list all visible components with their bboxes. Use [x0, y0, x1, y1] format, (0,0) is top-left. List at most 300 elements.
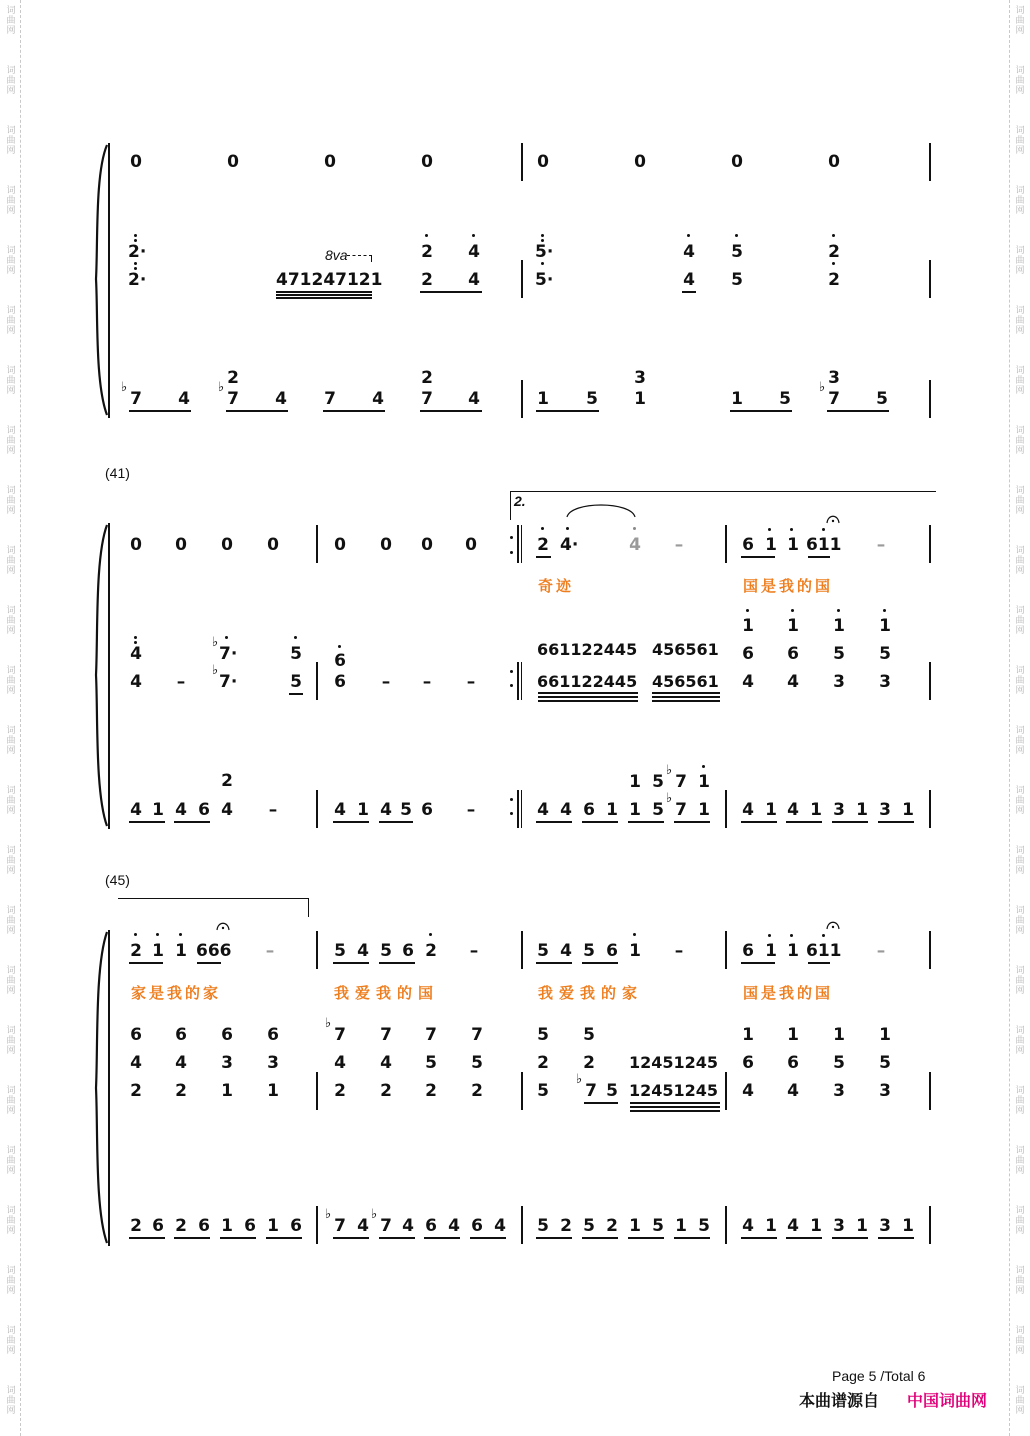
beam-underline: [420, 291, 482, 293]
jianpu-note: –: [268, 800, 278, 820]
jianpu-note: 4: [787, 1216, 799, 1236]
beam-underline: [536, 556, 551, 558]
jianpu-note: 456561: [652, 672, 719, 691]
jianpu-note: 2: [421, 368, 433, 388]
jianpu-note: 6: [244, 1216, 256, 1236]
jianpu-note: 6: [334, 672, 346, 692]
beam-underline: [582, 1237, 618, 1239]
watermark-text: 词 曲 网: [6, 546, 16, 576]
octave-dot: [338, 645, 341, 648]
flat-accidental: ♭: [325, 1207, 332, 1222]
jianpu-note: 5·: [535, 242, 554, 262]
watermark-text: 词 曲 网: [1015, 666, 1025, 696]
jianpu-note: 4: [130, 644, 142, 664]
jianpu-note: 4: [683, 242, 695, 262]
watermark-text: 词 曲 网: [6, 1086, 16, 1116]
jianpu-note: 5: [583, 1216, 595, 1236]
barline: [725, 1072, 727, 1110]
beam-underline: [582, 962, 618, 964]
beam-underline: [538, 696, 638, 698]
jianpu-note: 1: [634, 389, 646, 409]
barline: [521, 931, 523, 969]
jianpu-note: 5: [583, 941, 595, 961]
jianpu-note: 6: [198, 800, 210, 820]
octave-dot: [472, 234, 475, 237]
watermark-text: 词 曲 网: [1015, 606, 1025, 636]
beam-underline: [333, 821, 369, 823]
jianpu-note: 3: [879, 1081, 891, 1101]
beam-underline: [730, 410, 792, 412]
jianpu-note: 2: [175, 1216, 187, 1236]
jianpu-note: 4: [380, 800, 392, 820]
jianpu-note: 1: [765, 535, 777, 555]
jianpu-note: 7: [828, 389, 840, 409]
octave-dot: [134, 239, 137, 242]
octave-dot: [566, 527, 569, 530]
watermark-text: 词 曲 网: [6, 726, 16, 756]
jianpu-note: 0: [634, 152, 646, 172]
jianpu-note: 4: [130, 1053, 142, 1073]
lyric-line: 家是我的家: [131, 984, 222, 1002]
beam-underline: [174, 821, 210, 823]
jianpu-note: 5: [380, 941, 392, 961]
beam-underline: [536, 410, 599, 412]
octave-dot: [832, 262, 835, 265]
jianpu-note: 4: [357, 941, 369, 961]
beam-underline: [538, 700, 638, 702]
jianpu-note: 2: [130, 1216, 142, 1236]
jianpu-note: 1: [267, 1081, 279, 1101]
octave-dot: [822, 528, 825, 531]
jianpu-note: 7: [334, 1025, 346, 1045]
jianpu-note: 3: [879, 800, 891, 820]
jianpu-note: 1: [742, 616, 754, 636]
barline: [316, 931, 318, 969]
jianpu-note: 4: [178, 389, 190, 409]
octave-dot: [510, 684, 513, 687]
octave-dot: [735, 234, 738, 237]
jianpu-note: 4·: [560, 535, 579, 555]
jianpu-note: 6: [742, 535, 754, 555]
jianpu-note: 2: [828, 270, 840, 290]
jianpu-note: 6: [606, 941, 618, 961]
jianpu-note: 6: [198, 1216, 210, 1236]
barline: [316, 662, 318, 700]
watermark-text: 词 曲 网: [6, 486, 16, 516]
beam-underline: [226, 410, 288, 412]
jianpu-note: 1: [765, 941, 777, 961]
jianpu-note: 6: [290, 1216, 302, 1236]
barline: [725, 525, 727, 563]
jianpu-note: –: [422, 672, 432, 692]
flat-accidental: ♭: [666, 763, 673, 778]
jianpu-note: –: [466, 672, 476, 692]
octave-dot: [790, 528, 793, 531]
jianpu-note: 7: [675, 772, 687, 792]
jianpu-note: 2·: [128, 242, 147, 262]
beam-underline: [379, 962, 415, 964]
jianpu-note: 4: [787, 1081, 799, 1101]
watermark-text: 词 曲 网: [6, 786, 16, 816]
measure-number: (41): [105, 465, 130, 481]
jianpu-note: 0: [828, 152, 840, 172]
beam-underline: [827, 410, 889, 412]
octave-dot: [837, 609, 840, 612]
jianpu-note: 7·: [219, 644, 238, 664]
jianpu-note: 0: [537, 152, 549, 172]
jianpu-note: 5: [537, 1081, 549, 1101]
jianpu-note: 6: [421, 800, 433, 820]
jianpu-note: 2·: [128, 270, 147, 290]
watermark-text: 词 曲 网: [1015, 846, 1025, 876]
beam-underline: [379, 821, 413, 823]
flat-accidental: ♭: [819, 380, 826, 395]
watermark-text: 词 曲 网: [1015, 486, 1025, 516]
beam-underline: [129, 962, 163, 964]
watermark-text: 词 曲 网: [1015, 126, 1025, 156]
volta-end-bracket: [118, 898, 309, 917]
jianpu-note: 0: [130, 152, 142, 172]
barline: [929, 1072, 931, 1110]
jianpu-note: 611: [806, 535, 842, 555]
octave-dot: [134, 933, 137, 936]
jianpu-note: 0: [421, 152, 433, 172]
jianpu-note: 5: [583, 1025, 595, 1045]
jianpu-note: 7: [130, 389, 142, 409]
jianpu-note: 5: [290, 644, 302, 664]
jianpu-note: 7: [380, 1216, 392, 1236]
jianpu-note: 4: [468, 389, 480, 409]
jianpu-note: 7·: [219, 672, 238, 692]
octave-dot: [156, 933, 159, 936]
jianpu-note: 7: [227, 389, 239, 409]
jianpu-note: 2: [828, 242, 840, 262]
jianpu-note: 2: [175, 1081, 187, 1101]
jianpu-note: 2: [130, 941, 142, 961]
beam-underline: [786, 1237, 822, 1239]
system-start-barline: [108, 523, 110, 829]
beam-underline: [276, 297, 372, 299]
octave-dot: [633, 527, 636, 530]
watermark-text: 词 曲 网: [6, 1146, 16, 1176]
octave-dot: [541, 239, 544, 242]
jianpu-note: 3: [221, 1053, 233, 1073]
watermark-text: 词 曲 网: [1015, 186, 1025, 216]
jianpu-note: 1: [810, 1216, 822, 1236]
watermark-text: 词 曲 网: [6, 1266, 16, 1296]
beam-underline: [470, 1237, 506, 1239]
jianpu-note: 0: [334, 535, 346, 555]
jianpu-note: 7: [425, 1025, 437, 1045]
octave-dot: [883, 609, 886, 612]
jianpu-note: 3: [833, 800, 845, 820]
octave-dot: [822, 934, 825, 937]
jianpu-note: 1: [833, 1025, 845, 1045]
jianpu-note: 6: [152, 1216, 164, 1236]
jianpu-note: 1: [267, 1216, 279, 1236]
jianpu-note: 4: [683, 270, 695, 290]
beam-underline: [276, 291, 372, 293]
watermark-text: 词 曲 网: [6, 1026, 16, 1056]
octave-dot: [510, 551, 513, 554]
jianpu-note: 2: [606, 1216, 618, 1236]
jianpu-note: –: [176, 672, 186, 692]
lyric-line: 国是我的国: [743, 984, 834, 1002]
jianpu-note: 0: [221, 535, 233, 555]
repeat-barline: [517, 790, 519, 828]
beam-underline: [808, 556, 830, 558]
beam-underline: [129, 410, 191, 412]
octave-dot: [134, 641, 137, 644]
barline: [316, 525, 318, 563]
watermark-text: 词 曲 网: [6, 6, 16, 36]
octave-dot: [134, 234, 137, 237]
jianpu-note: 6: [130, 1025, 142, 1045]
jianpu-note: 5: [537, 1216, 549, 1236]
octave-dot: [832, 234, 835, 237]
jianpu-note: 2: [227, 368, 239, 388]
flat-accidental: ♭: [666, 791, 673, 806]
jianpu-note: 6: [221, 1025, 233, 1045]
watermark-text: 词 曲 网: [1015, 546, 1025, 576]
jianpu-note: 7: [471, 1025, 483, 1045]
beam-underline: [628, 821, 664, 823]
jianpu-note: 5: [879, 1053, 891, 1073]
octave-dot: [134, 262, 137, 265]
jianpu-note: 4: [629, 535, 641, 555]
jianpu-note: 6: [787, 1053, 799, 1073]
jianpu-note: 4: [402, 1216, 414, 1236]
watermark-text: 词 曲 网: [6, 66, 16, 96]
beam-underline: [538, 692, 638, 694]
jianpu-note: 1: [629, 772, 641, 792]
jianpu-note: 5: [731, 242, 743, 262]
watermark-text: 词 曲 网: [1015, 786, 1025, 816]
jianpu-note: 12451245: [629, 1053, 719, 1072]
jianpu-note: 5: [652, 1216, 664, 1236]
jianpu-note: 3: [267, 1053, 279, 1073]
jianpu-note: 5: [400, 800, 412, 820]
jianpu-note: 471247121: [276, 270, 383, 290]
jianpu-note: 1: [879, 1025, 891, 1045]
beam-underline: [741, 962, 775, 964]
beam-underline: [786, 821, 822, 823]
jianpu-note: 4: [742, 1216, 754, 1236]
jianpu-note: 1: [629, 941, 641, 961]
jianpu-note: 2: [380, 1081, 392, 1101]
beam-underline: [276, 294, 372, 296]
jianpu-note: 5: [471, 1053, 483, 1073]
beam-underline: [832, 1237, 868, 1239]
beam-underline: [741, 1237, 777, 1239]
watermark-text: 词 曲 网: [1015, 306, 1025, 336]
barline: [521, 143, 523, 181]
jianpu-note: 0: [267, 535, 279, 555]
barline: [316, 790, 318, 828]
watermark-text: 词 曲 网: [1015, 1086, 1025, 1116]
jianpu-note: –: [674, 535, 684, 555]
barline: [521, 1206, 523, 1244]
jianpu-note: 6: [787, 644, 799, 664]
beam-underline: [536, 1237, 572, 1239]
watermark-text: 词 曲 网: [6, 966, 16, 996]
flat-accidental: ♭: [218, 380, 225, 395]
octave-dot: [541, 262, 544, 265]
jianpu-note: 5: [652, 772, 664, 792]
jianpu-note: 1: [742, 1025, 754, 1045]
octave-dot: [768, 934, 771, 937]
beam-underline: [652, 696, 720, 698]
octave-dot: [768, 528, 771, 531]
jianpu-note: 6: [425, 1216, 437, 1236]
flat-accidental: ♭: [325, 1016, 332, 1031]
site-link[interactable]: 中国词曲网: [907, 1391, 988, 1410]
jianpu-note: 3: [833, 672, 845, 692]
watermark-text: 词 曲 网: [6, 306, 16, 336]
jianpu-note: 2: [583, 1053, 595, 1073]
beam-underline: [536, 962, 572, 964]
jianpu-note: 5: [833, 1053, 845, 1073]
beam-underline: [652, 700, 720, 702]
jianpu-note: 4: [372, 389, 384, 409]
octave-mark: 8va: [325, 247, 348, 263]
jianpu-note: 661122445: [537, 672, 638, 691]
jianpu-note: 6: [742, 941, 754, 961]
beam-underline: [630, 1102, 720, 1104]
octave-dot: [687, 234, 690, 237]
jianpu-note: 7: [380, 1025, 392, 1045]
beam-underline: [197, 962, 221, 964]
jianpu-note: 4: [560, 800, 572, 820]
jianpu-note: 3: [833, 1081, 845, 1101]
jianpu-note: 4: [787, 800, 799, 820]
jianpu-note: 456561: [652, 640, 719, 659]
jianpu-note: 4: [537, 800, 549, 820]
jianpu-note: 0: [175, 535, 187, 555]
watermark-text: 词 曲 网: [1015, 966, 1025, 996]
lyric-line: 奇迹: [538, 577, 575, 595]
jianpu-note: 2: [425, 941, 437, 961]
jianpu-note: 4: [175, 800, 187, 820]
jianpu-note: 4: [275, 389, 287, 409]
octave-dot: [702, 765, 705, 768]
beam-underline: [333, 962, 369, 964]
octave-dot: [179, 933, 182, 936]
beam-underline: [323, 410, 385, 412]
watermark-text: 词 曲 网: [1015, 1266, 1025, 1296]
jianpu-note: 1: [698, 772, 710, 792]
jianpu-note: 5: [606, 1081, 618, 1101]
jianpu-note: 5: [425, 1053, 437, 1073]
jianpu-note: 3: [833, 1216, 845, 1236]
jianpu-note: 0: [130, 535, 142, 555]
watermark-text: 词 曲 网: [1015, 366, 1025, 396]
jianpu-note: 4: [494, 1216, 506, 1236]
tie-arc: [565, 501, 637, 519]
jianpu-note: 2: [421, 270, 433, 290]
jianpu-note: 2: [130, 1081, 142, 1101]
jianpu-note: 4: [130, 800, 142, 820]
jianpu-note: 3: [879, 1216, 891, 1236]
jianpu-note: 1: [175, 941, 187, 961]
octave-dot: [790, 934, 793, 937]
jianpu-note: 7: [421, 389, 433, 409]
octave-dot: [425, 234, 428, 237]
jianpu-note: 7: [675, 800, 687, 820]
barline: [929, 380, 931, 418]
jianpu-note: 1: [731, 389, 743, 409]
octave-dot: [541, 527, 544, 530]
beam-underline: [424, 1237, 460, 1239]
jianpu-note: 666: [196, 941, 232, 961]
beam-underline: [674, 821, 710, 823]
jianpu-note: 1: [856, 1216, 868, 1236]
barline: [929, 931, 931, 969]
barline: [316, 1206, 318, 1244]
jianpu-note: 1: [629, 1216, 641, 1236]
jianpu-note: 1: [221, 1216, 233, 1236]
watermark-text: 词 曲 网: [1015, 1026, 1025, 1056]
jianpu-note: 0: [465, 535, 477, 555]
jianpu-note: 12451245: [629, 1081, 719, 1100]
jianpu-note: 0: [421, 535, 433, 555]
beam-underline: [674, 1237, 710, 1239]
jianpu-note: 5: [833, 644, 845, 664]
jianpu-note: 7: [585, 1081, 597, 1101]
system-start-barline: [108, 143, 110, 418]
jianpu-note: 1: [765, 800, 777, 820]
jianpu-note: 5: [698, 1216, 710, 1236]
octave-dot: [225, 636, 228, 639]
watermark-text: 词 曲 网: [1015, 1206, 1025, 1236]
octave-dot: [633, 933, 636, 936]
jianpu-note: 1: [856, 800, 868, 820]
barline: [725, 931, 727, 969]
jianpu-note: 1: [833, 616, 845, 636]
jianpu-note: 4: [334, 1053, 346, 1073]
beam-underline: [878, 821, 914, 823]
jianpu-note: 5: [586, 389, 598, 409]
barline: [929, 790, 931, 828]
beam-underline: [741, 821, 777, 823]
watermark-text: 词 曲 网: [1015, 426, 1025, 456]
jianpu-note: 2: [334, 1081, 346, 1101]
beam-underline: [878, 1237, 914, 1239]
jianpu-note: 611: [806, 941, 842, 961]
watermark-text: 词 曲 网: [1015, 1386, 1025, 1416]
watermark-text: 词 曲 网: [1015, 6, 1025, 36]
barline: [316, 1072, 318, 1110]
beam-underline: [129, 821, 165, 823]
measure-number: (45): [105, 872, 130, 888]
watermark-text: 词 曲 网: [1015, 66, 1025, 96]
jianpu-note: 7: [324, 389, 336, 409]
jianpu-note: –: [466, 800, 476, 820]
jianpu-note: 4: [448, 1216, 460, 1236]
octave-dot: [510, 536, 513, 539]
jianpu-note: 6: [175, 1025, 187, 1045]
watermark-text: 词 曲 网: [1015, 1326, 1025, 1356]
repeat-barline: [517, 525, 519, 563]
barline: [929, 260, 931, 298]
jianpu-note: 7: [334, 1216, 346, 1236]
jianpu-note: 1: [357, 800, 369, 820]
jianpu-note: 2: [421, 242, 433, 262]
beam-underline: [333, 1237, 369, 1239]
beam-underline: [808, 962, 830, 964]
octave-dot: [541, 234, 544, 237]
jianpu-note: 1: [810, 800, 822, 820]
